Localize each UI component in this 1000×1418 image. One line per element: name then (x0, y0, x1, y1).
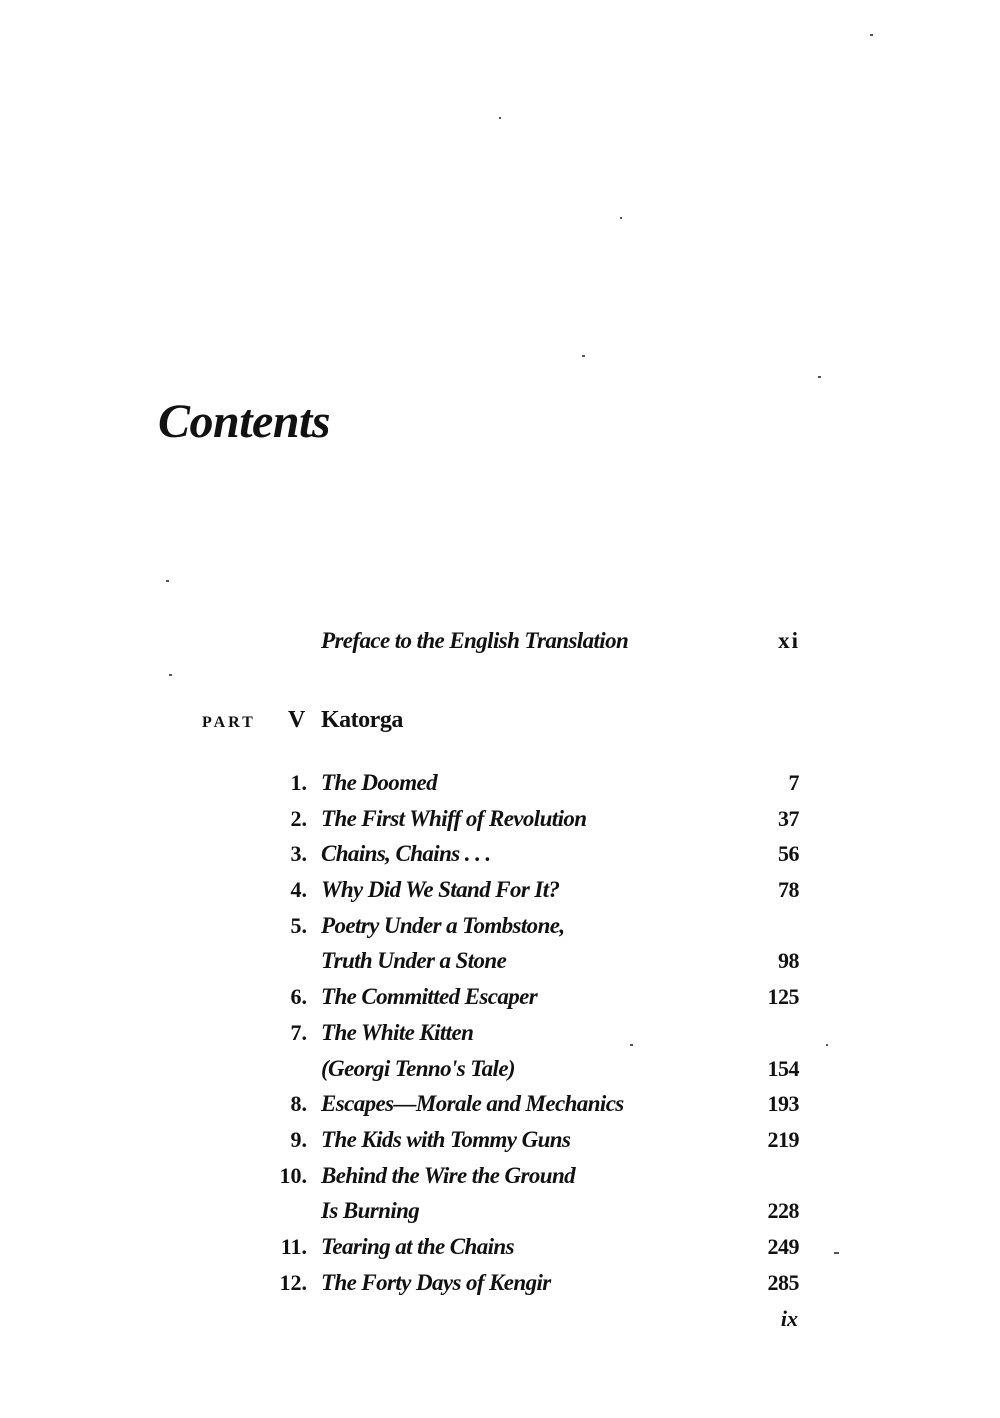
preface-page-number: xi (778, 628, 800, 653)
part-numeral: V (288, 707, 306, 733)
chapter-page-number: 56 (778, 841, 799, 867)
preface-title: Preface to the English Translation (321, 628, 629, 653)
chapter-line (0, 804, 1000, 840)
page-title: Contents (158, 395, 331, 449)
chapter-entry (0, 804, 1000, 840)
scan-speck (169, 674, 172, 676)
chapter-title: The Forty Days of Kengir (321, 1269, 551, 1295)
scan-speck (818, 376, 821, 378)
chapter-title: The Committed Escaper (321, 984, 538, 1010)
chapter-number: 7. (290, 1019, 307, 1045)
chapter-number: 12. (279, 1269, 307, 1295)
scan-speck (582, 355, 585, 357)
scan-speck (166, 580, 169, 582)
part-title: Katorga (321, 707, 403, 733)
chapter-page-number: 285 (767, 1269, 799, 1295)
chapter-line (0, 1054, 1000, 1090)
chapter-title: Is Burning (321, 1198, 420, 1224)
chapter-line (0, 1018, 1000, 1054)
chapter-title: Chains, Chains . . . (321, 841, 491, 867)
chapter-page-number: 78 (778, 877, 799, 903)
chapter-title: Truth Under a Stone (321, 948, 507, 974)
scan-speck (499, 117, 501, 119)
chapter-line (0, 1232, 1000, 1268)
chapter-line (0, 1161, 1000, 1197)
chapter-number: 10. (279, 1162, 307, 1188)
chapter-number: 9. (290, 1126, 307, 1152)
chapter-list (0, 768, 1000, 1303)
chapter-entry (0, 875, 1000, 911)
chapter-entry (0, 911, 1000, 982)
chapter-entry (0, 1232, 1000, 1268)
chapter-line (0, 1089, 1000, 1125)
chapter-number: 11. (280, 1233, 307, 1259)
scan-speck (620, 217, 622, 219)
chapter-page-number: 125 (767, 984, 799, 1010)
chapter-number: 2. (290, 805, 307, 831)
chapter-entry (0, 839, 1000, 875)
chapter-number: 1. (290, 770, 307, 795)
part-label: PART (202, 714, 256, 731)
chapter-title: Poetry Under a Tombstone, (321, 912, 565, 938)
chapter-title: The White Kitten (321, 1019, 474, 1045)
chapter-title: (Georgi Tenno's Tale) (321, 1055, 515, 1081)
chapter-title: Why Did We Stand For It? (321, 877, 560, 903)
chapter-entry (0, 1089, 1000, 1125)
chapter-page-number: 37 (778, 805, 799, 831)
chapter-entry (0, 1018, 1000, 1089)
chapter-line (0, 839, 1000, 875)
chapter-title: The Doomed (321, 770, 438, 795)
chapter-entry (0, 1125, 1000, 1161)
chapter-page-number: 193 (767, 1091, 799, 1117)
chapter-line (0, 911, 1000, 947)
chapter-page-number: 228 (767, 1198, 799, 1224)
chapter-entry (0, 768, 1000, 804)
chapter-page-number: 98 (778, 948, 799, 974)
chapter-line (0, 768, 1000, 804)
page-folio: ix (780, 1306, 798, 1331)
chapter-line (0, 1268, 1000, 1304)
chapter-number: 8. (290, 1091, 307, 1117)
chapter-number: 3. (290, 841, 307, 867)
chapter-number: 4. (290, 877, 307, 903)
chapter-line (0, 946, 1000, 982)
chapter-line (0, 875, 1000, 911)
chapter-title: Escapes—Morale and Mechanics (321, 1091, 624, 1117)
chapter-page-number: 249 (767, 1233, 799, 1259)
chapter-entry (0, 1161, 1000, 1232)
chapter-page-number: 154 (767, 1055, 799, 1081)
chapter-line (0, 1196, 1000, 1232)
chapter-line (0, 1125, 1000, 1161)
chapter-page-number: 7 (788, 770, 799, 795)
chapter-entry (0, 982, 1000, 1018)
chapter-title: Behind the Wire the Ground (321, 1162, 576, 1188)
chapter-number: 6. (290, 984, 307, 1010)
chapter-number: 5. (290, 912, 307, 938)
chapter-title: The First Whiff of Revolution (321, 805, 587, 831)
scan-speck (870, 34, 873, 36)
chapter-title: Tearing at the Chains (321, 1233, 514, 1259)
chapter-page-number: 219 (767, 1126, 799, 1152)
chapter-title: The Kids with Tommy Guns (321, 1126, 571, 1152)
chapter-entry (0, 1268, 1000, 1304)
chapter-line (0, 982, 1000, 1018)
